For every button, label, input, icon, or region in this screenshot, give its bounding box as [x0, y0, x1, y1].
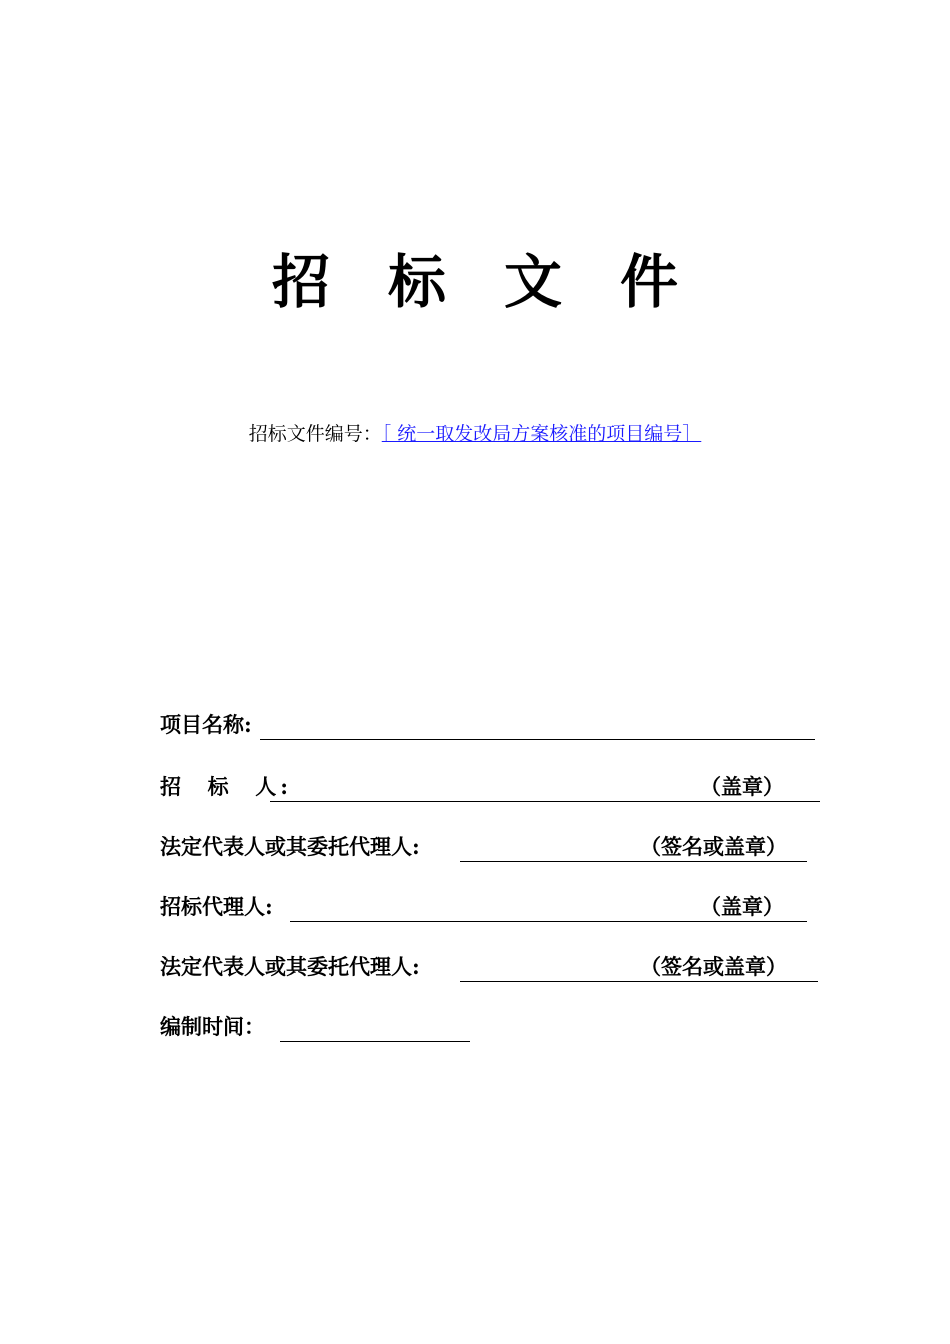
- tender-agent-seal-note: （盖章）: [700, 894, 784, 919]
- field-tender-agent: [160, 892, 820, 922]
- field-project-name: [160, 710, 820, 740]
- preparation-date-label: 编制时间：: [160, 1014, 265, 1039]
- document-number-link[interactable]: ［ 统一取发改局方案核准的项目编号］: [381, 423, 702, 445]
- tender-agent-label: 招标代理人:: [160, 894, 273, 919]
- legal-representative-1-sign-note: （签名或盖章）: [640, 834, 787, 859]
- field-preparation-date: [160, 1012, 480, 1042]
- project-name-label: 项目名称:: [160, 712, 252, 737]
- preparation-date-blank[interactable]: [280, 1041, 470, 1042]
- document-number-label: 招标文件编号：: [248, 423, 382, 445]
- project-name-blank[interactable]: [260, 739, 815, 740]
- document-title: 招标文件: [271, 248, 736, 316]
- field-tenderer: [160, 772, 820, 802]
- tenderer-label: 招 标 人:: [160, 774, 292, 799]
- field-legal-representative-1: [160, 832, 820, 862]
- document-number-line: [0, 420, 950, 448]
- legal-representative-1-label: 法定代表人或其委托代理人:: [160, 834, 420, 859]
- legal-representative-2-label: 法定代表人或其委托代理人:: [160, 954, 420, 979]
- tenderer-seal-note: （盖章）: [700, 774, 784, 799]
- field-legal-representative-2: [160, 952, 820, 982]
- legal-representative-2-sign-note: （签名或盖章）: [640, 954, 787, 979]
